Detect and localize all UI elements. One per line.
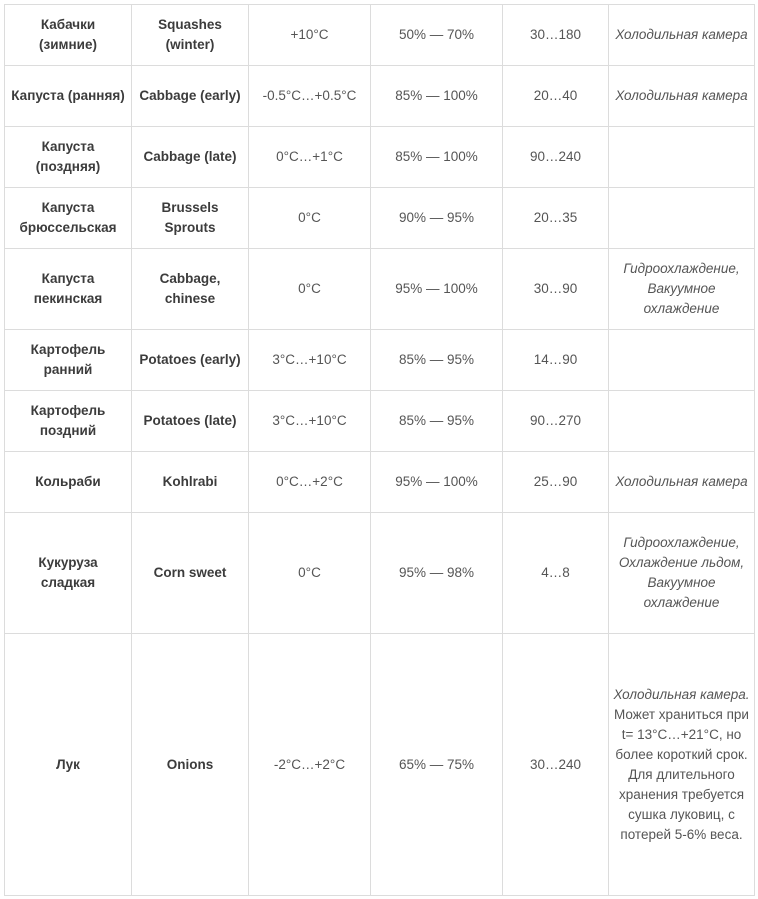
vegetable-name-en: Potatoes (late) — [132, 391, 249, 452]
table-row — [5, 513, 755, 634]
storage-note — [609, 188, 755, 249]
relative-humidity: 95% — 100% — [371, 452, 503, 513]
relative-humidity: 85% — 100% — [371, 127, 503, 188]
vegetable-name-en: Potatoes (early) — [132, 330, 249, 391]
vegetable-name-ru: Кукуруза сладкая — [5, 513, 132, 634]
vegetable-name-en: Cabbage (early) — [132, 66, 249, 127]
storage-days: 90…240 — [503, 127, 609, 188]
storage-days: 30…240 — [503, 634, 609, 896]
storage-note-italic: Холодильная камера. — [613, 686, 750, 702]
storage-temperature: 0°C…+2°C — [249, 452, 371, 513]
table-row — [5, 330, 755, 391]
vegetable-name-ru: Картофель поздний — [5, 391, 132, 452]
relative-humidity: 65% — 75% — [371, 634, 503, 896]
storage-days: 25…90 — [503, 452, 609, 513]
vegetable-name-en: Corn sweet — [132, 513, 249, 634]
table-row — [5, 249, 755, 330]
storage-days: 20…35 — [503, 188, 609, 249]
storage-days: 14…90 — [503, 330, 609, 391]
storage-note — [609, 249, 755, 330]
storage-temperature: +10°C — [249, 5, 371, 66]
vegetable-name-ru: Капуста брюссельская — [5, 188, 132, 249]
storage-note-text: Может храниться при t= 13°C…+21°C, но более короткий срок. Для длительного хранения требуется сушка луковиц, с потерей 5-6% веса. — [614, 706, 749, 842]
vegetable-name-ru: Капуста (ранняя) — [5, 66, 132, 127]
vegetable-name-en: Brussels Sprouts — [132, 188, 249, 249]
storage-note-italic: Гидроохлаждение, Охлаждение льдом, Вакуумное охлаждение — [618, 535, 745, 610]
vegetable-name-en: Kohlrabi — [132, 452, 249, 513]
table-row — [5, 66, 755, 127]
relative-humidity: 90% — 95% — [371, 188, 503, 249]
storage-days: 90…270 — [503, 391, 609, 452]
relative-humidity: 95% — 100% — [371, 249, 503, 330]
storage-note-italic: Холодильная камера — [615, 474, 748, 489]
vegetable-name-ru: Капуста пекинская — [5, 249, 132, 330]
storage-note-italic: Холодильная камера — [615, 27, 748, 42]
relative-humidity: 85% — 95% — [371, 391, 503, 452]
vegetable-name-en: Onions — [132, 634, 249, 896]
vegetable-name-en: Squashes (winter) — [132, 5, 249, 66]
storage-temperature: 0°C…+1°C — [249, 127, 371, 188]
storage-temperature: 3°C…+10°C — [249, 330, 371, 391]
storage-temperature: 0°C — [249, 249, 371, 330]
vegetable-name-ru: Картофель ранний — [5, 330, 132, 391]
table-row — [5, 634, 755, 896]
table-row — [5, 391, 755, 452]
table-row — [5, 127, 755, 188]
storage-temperature: -2°C…+2°C — [249, 634, 371, 896]
vegetable-name-ru: Капуста (поздняя) — [5, 127, 132, 188]
storage-note-italic: Холодильная камера — [615, 88, 748, 103]
relative-humidity: 85% — 100% — [371, 66, 503, 127]
storage-temperature: -0.5°C…+0.5°C — [249, 66, 371, 127]
vegetable-name-ru: Кабачки (зимние) — [5, 5, 132, 66]
vegetable-name-ru: Кольраби — [5, 452, 132, 513]
storage-temperature: 3°C…+10°C — [249, 391, 371, 452]
table-row — [5, 188, 755, 249]
storage-temperature: 0°C — [249, 513, 371, 634]
storage-temperature: 0°C — [249, 188, 371, 249]
storage-days: 20…40 — [503, 66, 609, 127]
vegetable-name-en: Cabbage, chinese — [132, 249, 249, 330]
storage-note — [609, 5, 755, 66]
storage-note — [609, 391, 755, 452]
storage-table — [4, 4, 755, 896]
storage-note — [609, 634, 755, 896]
storage-note — [609, 513, 755, 634]
table-row — [5, 5, 755, 66]
storage-note — [609, 127, 755, 188]
relative-humidity: 95% — 98% — [371, 513, 503, 634]
storage-note — [609, 452, 755, 513]
storage-days: 4…8 — [503, 513, 609, 634]
storage-days: 30…90 — [503, 249, 609, 330]
vegetable-name-en: Cabbage (late) — [132, 127, 249, 188]
relative-humidity: 50% — 70% — [371, 5, 503, 66]
relative-humidity: 85% — 95% — [371, 330, 503, 391]
vegetable-name-ru: Лук — [5, 634, 132, 896]
storage-note — [609, 66, 755, 127]
storage-note-italic: Гидроохлаждение, Вакуумное охлаждение — [623, 261, 740, 316]
table-row — [5, 452, 755, 513]
storage-note — [609, 330, 755, 391]
storage-days: 30…180 — [503, 5, 609, 66]
